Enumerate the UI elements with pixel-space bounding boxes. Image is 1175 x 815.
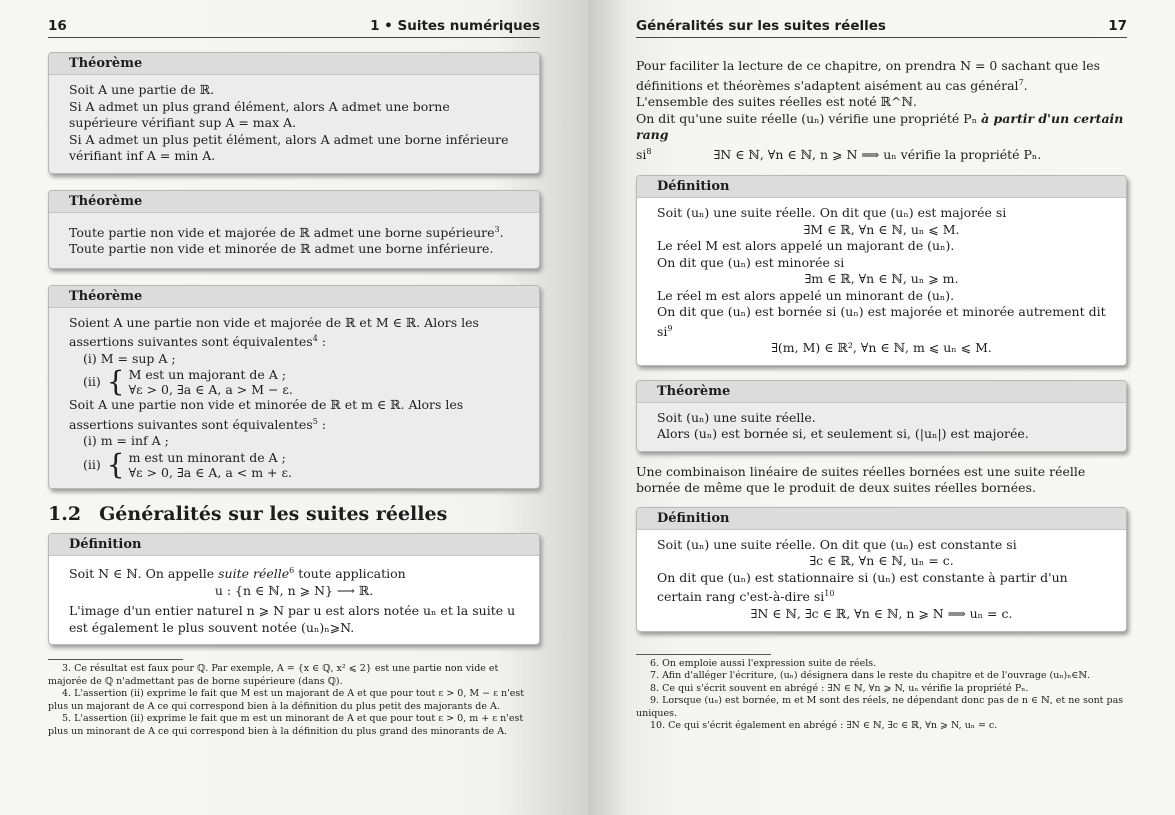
footnote: 8. Ce qui s'écrit souvent en abrégé : ∃N ∈ ℕ, ∀n ⩾ N, uₙ vérifie la propriété Pₙ. xyxy=(650,682,1029,694)
footnote-ref: 3 xyxy=(494,224,500,234)
box-line: Soit (uₙ) une suite réelle. xyxy=(657,409,816,425)
footnote-ref: 5 xyxy=(312,416,318,426)
formula: u : {n ∈ ℕ, n ⩾ N} ⟶ ℝ. xyxy=(214,582,374,598)
paragraph: L'ensemble des suites réelles est noté ℝ^ℕ. xyxy=(636,94,917,110)
box-line: Si A admet un plus grand élément, alors A admet une borne supérieure vérifiant sup A = max A. xyxy=(69,98,450,130)
left-page-number: 16 xyxy=(48,18,67,34)
assertion-i: (i) M = sup A ; xyxy=(83,350,176,366)
footnote: 9. Lorsque (uₙ) est bornée, m et M sont des réels, ne dépendant donc pas de n ∈ ℕ, et ne sont pas uniques. xyxy=(636,695,1124,719)
formula: ∃N ∈ ℕ, ∀n ∈ ℕ, n ⩾ N ⟹ uₙ vérifie la propriété Pₙ. xyxy=(713,146,1042,162)
box-line: Soit A une partie de ℝ. xyxy=(69,82,215,97)
section-title: Généralités sur les suites réelles xyxy=(99,502,448,525)
definition-box-bornee xyxy=(636,175,1127,366)
box-title: Théorème xyxy=(49,286,539,308)
left-chapter-title: 1 • Suites numériques xyxy=(370,18,540,34)
paragraph: On dit qu'une suite réelle (uₙ) vérifie une propriété Pₙ à partir d'un certain rang xyxy=(636,110,1124,143)
box-title: Théorème xyxy=(637,381,1126,403)
right-page-number: 17 xyxy=(1108,18,1127,34)
brace-icon: { xyxy=(106,365,125,399)
left-running-head xyxy=(48,18,540,38)
assertion-ii: (ii) { M est un majorant de A ; ∀ε > 0, ∃a ∈ A, a > M − ε. xyxy=(83,365,293,399)
theorem-box-characterisation xyxy=(48,285,540,489)
right-header-title: Généralités sur les suites réelles xyxy=(636,18,886,34)
box-title: Définition xyxy=(637,176,1126,198)
box-line: Soit (uₙ) une suite réelle. On dit que (uₙ) est constante si xyxy=(657,536,1017,552)
footnote-ref: 4 xyxy=(312,334,318,344)
formula: ∃m ∈ ℝ, ∀n ∈ ℕ, uₙ ⩾ m. xyxy=(804,271,959,287)
footnote: 5. L'assertion (ii) exprime le fait que m est un minorant de A et que pour tout ε > 0, m + ε n'est plus un minorant de A ce qui correspond bien à la définition du plus grand des minorants de A. xyxy=(48,713,524,737)
footnote: 6. On emploie aussi l'expression suite de réels. xyxy=(650,657,877,669)
definition-box-suite-reelle xyxy=(48,533,540,645)
box-line: On dit que (uₙ) est minorée si xyxy=(657,254,845,270)
box-line: On dit que (uₙ) est bornée si (uₙ) est majorée et minorée autrement dit $si^9$ xyxy=(657,304,1106,339)
theorem-box-bornee xyxy=(636,380,1127,452)
assertion-i: (i) m = inf A ; xyxy=(83,433,169,449)
theorem-box-sup-max xyxy=(48,52,540,174)
box-line: Le réel m est alors appelé un minorant de (uₙ). xyxy=(657,287,955,303)
footnote-rule xyxy=(48,659,183,660)
right-running-head xyxy=(636,18,1127,38)
assertion-ii: (ii) { m est un minorant de A ; ∀ε > 0, ∃a ∈ A, a < m + ε. xyxy=(83,447,292,481)
box-line: Soit A une partie non vide et minorée de ℝ et m ∈ ℝ. Alors les assertions suivantes sont équivalentes$^5$ : xyxy=(69,397,464,432)
left-footnotes xyxy=(48,663,540,738)
right-footnotes xyxy=(636,658,1127,733)
box-line: L'image d'un entier naturel n ⩾ N par u est alors notée uₙ et la suite u est également le plus souvent notée (uₙ)ₙ⩾N. xyxy=(69,603,516,635)
footnote-ref: 10 xyxy=(824,589,835,599)
formula: ∃M ∈ ℝ, ∀n ∈ ℕ, uₙ ⩽ M. xyxy=(803,221,960,237)
footnote-ref: 6 xyxy=(289,565,295,575)
brace-icon: { xyxy=(106,447,125,481)
right-page xyxy=(588,0,1175,815)
box-line: Toute partie non vide et majorée de ℝ admet une borne supérieure$^3$. xyxy=(69,224,504,240)
footnote-ref: 7 xyxy=(1018,77,1024,87)
box-line: Alors (uₙ) est bornée si, et seulement si, (|uₙ|) est majorée. xyxy=(657,426,1029,442)
paragraph: $si^8$ ∃N ∈ ℕ, ∀n ∈ ℕ, n ⩾ N ⟹ uₙ vérifie la propriété Pₙ. xyxy=(636,146,1042,162)
footnote-ref: 8 xyxy=(646,146,652,156)
footnote: 7. Afin d'alléger l'écriture, (uₙ) désignera dans le reste du chapitre et de l'ouvrage (uₙ)ₙ∈ℕ. xyxy=(650,670,1091,682)
intro-text xyxy=(636,58,1127,163)
footnote-rule xyxy=(636,654,771,655)
section-number: 1.2 xyxy=(48,502,82,525)
formula: ∃N ∈ ℕ, ∃c ∈ ℝ, ∀n ∈ ℕ, n ⩾ N ⟹ uₙ = c. xyxy=(750,606,1013,622)
paragraph: Pour faciliter la lecture de ce chapitre, on prendra N = 0 sachant que les définitions et théorèmes s'adaptent aisément au cas général$^7$. xyxy=(636,58,1101,93)
paragraph: Une combinaison linéaire de suites réelles bornées est une suite réelle bornée de même que le produit de deux suites réelles bornées. xyxy=(636,463,1086,496)
formula: ∃(m, M) ∈ ℝ², ∀n ∈ ℕ, m ⩽ uₙ ⩽ M. xyxy=(771,340,992,356)
box-line: Soit N ∈ ℕ. On appelle suite réelle$^6$ toute application xyxy=(69,565,406,582)
box-line: Si A admet un plus petit élément, alors A admet une borne inférieure vérifiant inf A = min A. xyxy=(69,131,509,163)
box-title: Définition xyxy=(49,534,539,556)
box-line: Toute partie non vide et minorée de ℝ admet une borne inférieure. xyxy=(69,241,494,257)
theorem-box-existence xyxy=(48,190,540,269)
box-line: Soient A une partie non vide et majorée de ℝ et M ∈ ℝ. Alors les assertions suivantes sont équivalentes$^4$ : xyxy=(69,314,479,350)
footnote: 3. Ce résultat est faux pour ℚ. Par exemple, A = {x ∈ ℚ, x² ⩽ 2} est une partie non vide et majorée de ℚ n'admettant pas de borne supérieure (dans ℚ). xyxy=(48,663,499,687)
footnote: 10. Ce qui s'écrit également en abrégé : ∃N ∈ ℕ, ∃c ∈ ℝ, ∀n ⩾ N, uₙ = c. xyxy=(650,720,998,732)
box-title: Définition xyxy=(637,508,1126,530)
box-line: Le réel M est alors appelé un majorant de (uₙ). xyxy=(657,238,955,254)
footnote: 4. L'assertion (ii) exprime le fait que M est un majorant de A et que pour tout ε > 0, M − ε n'est plus un majorant de A ce qui correspond bien à la définition du plus petit des majorants de A. xyxy=(48,688,525,712)
box-title: Théorème xyxy=(49,191,539,213)
box-line: Soit (uₙ) une suite réelle. On dit que (uₙ) est majorée si xyxy=(657,205,1007,221)
footnote-ref: 9 xyxy=(667,323,673,333)
formula: ∃c ∈ ℝ, ∀n ∈ ℕ, uₙ = c. xyxy=(809,553,954,569)
section-heading xyxy=(48,503,540,525)
box-line: On dit que (uₙ) est stationnaire si (uₙ) est constante à partir d'un certain rang c'est-à-dire $si^{10}$ xyxy=(657,569,1068,605)
definition-box-constante xyxy=(636,507,1127,632)
box-title: Théorème xyxy=(49,53,539,75)
